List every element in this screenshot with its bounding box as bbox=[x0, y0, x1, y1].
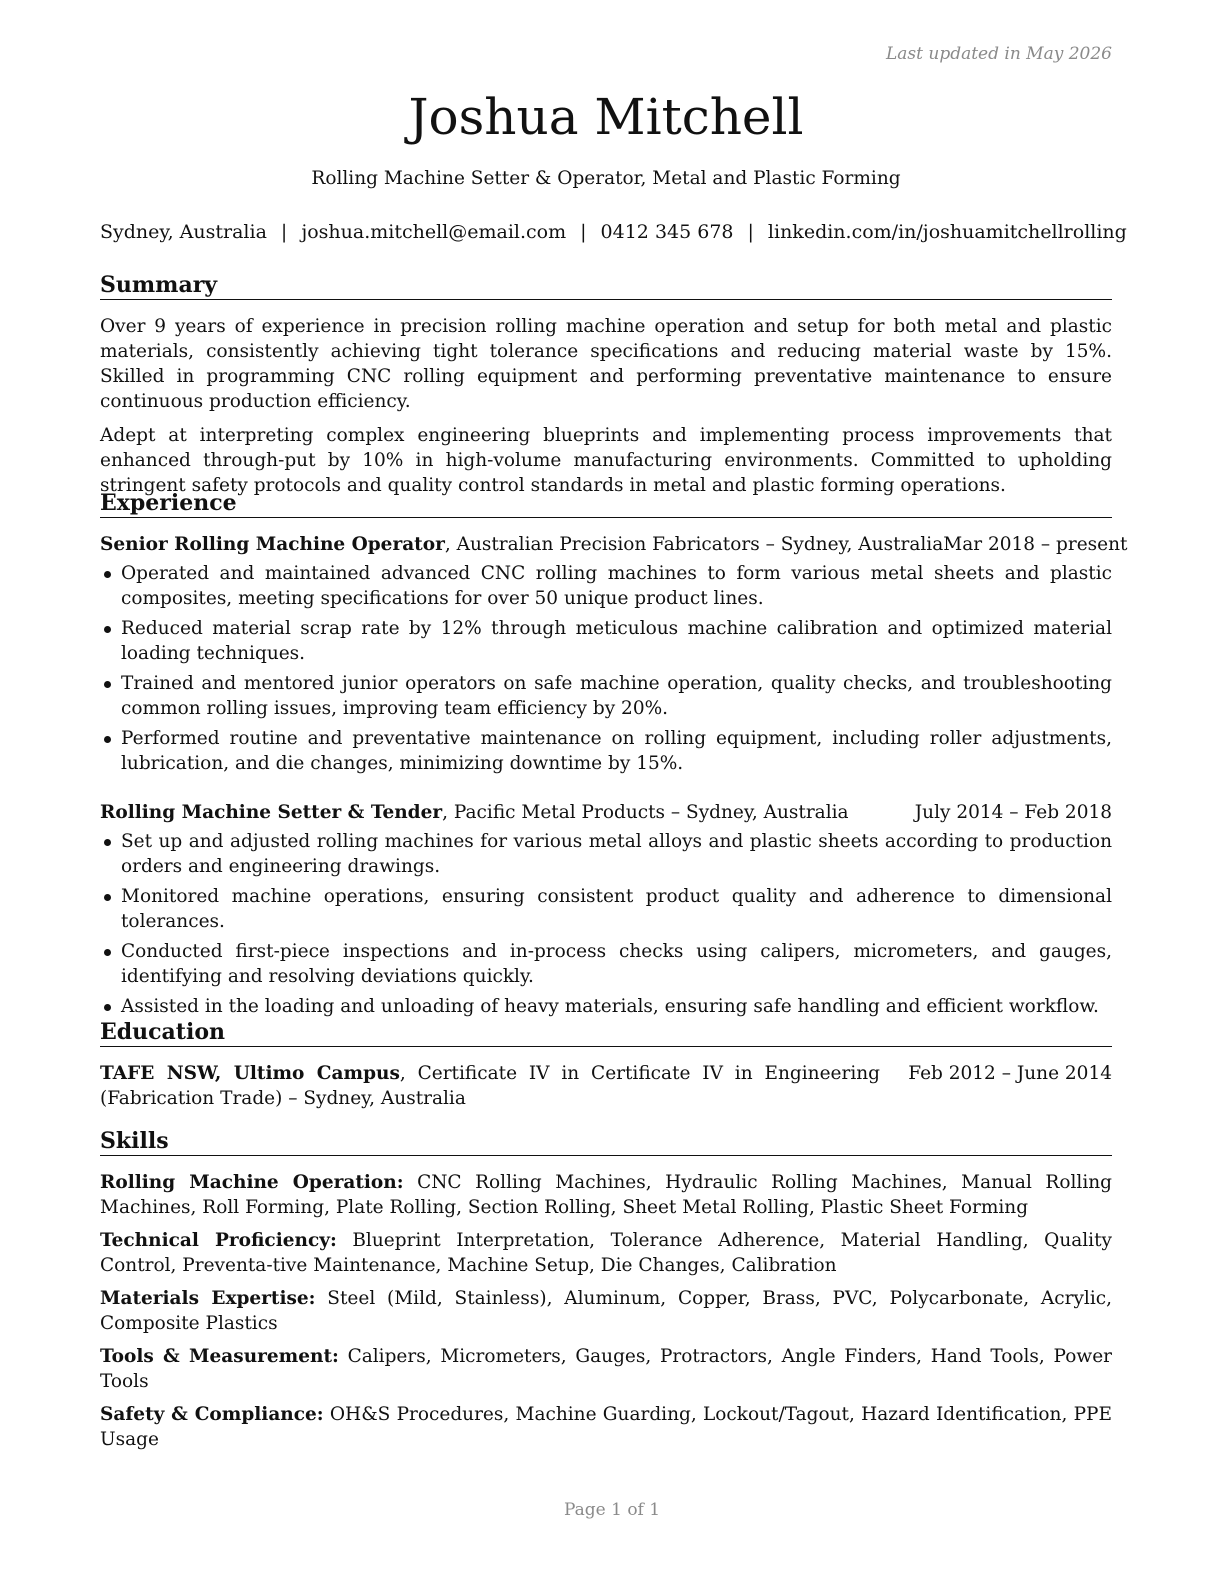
job-header bbox=[100, 532, 1128, 557]
bullet-item: Operated and maintained advanced CNC rolling machines to form various metal sheets and plastic composites, meeting specifications for over 50 unique product lines. bbox=[100, 561, 1112, 611]
job-role: Senior Rolling Machine Operator bbox=[100, 534, 445, 555]
skill-label: Materials Expertise: bbox=[100, 1288, 316, 1309]
education-entry bbox=[100, 1061, 1112, 1111]
skill-label: Safety & Compliance: bbox=[100, 1404, 324, 1425]
summary-paragraph: Over 9 years of experience in precision rolling machine operation and setup for both metal and plastic materials, consistently achieving tight tolerance specifications and reducing material waste by 15%. Skilled in programming CNC rolling equipment and performing preventative maintenance to ensure continuous production efficiency. bbox=[100, 316, 1112, 412]
skill-row bbox=[100, 1286, 1112, 1336]
bullet-item: Set up and adjusted rolling machines for various metal alloys and plastic sheets according to production orders and engineering drawings. bbox=[100, 829, 1112, 879]
contact-separator: | bbox=[580, 221, 587, 243]
contact-location: Sydney, Australia bbox=[100, 221, 267, 243]
candidate-title: Rolling Machine Setter & Operator, Metal and Plastic Forming bbox=[311, 168, 901, 189]
summary-paragraph: Adept at interpreting complex engineering blueprints and implementing process improvements that enhanced through-put by 10% in high-volume manufacturing environments. Committed to upholding stringent safety protocols and quality control standards in metal and plastic forming operations. bbox=[100, 425, 1112, 496]
bullet-item: Performed routine and preventative maintenance on rolling equipment, including roller adjustments, lubrication, and die changes, minimizing downtime by 15%. bbox=[100, 726, 1112, 776]
education-school: TAFE NSW, Ultimo Campus bbox=[100, 1063, 400, 1084]
skill-row bbox=[100, 1228, 1112, 1278]
job-dates: Mar 2018 – present bbox=[943, 534, 1128, 555]
skill-row bbox=[100, 1402, 1112, 1452]
contact-separator: | bbox=[280, 221, 288, 243]
bullet-item: Reduced material scrap rate by 12% through meticulous machine calibration and optimized material loading techniques. bbox=[100, 616, 1112, 666]
job-bullets bbox=[100, 829, 1112, 1019]
experience-heading: Experience bbox=[100, 489, 1112, 518]
last-updated-note: Last updated in May 2026 bbox=[885, 44, 1112, 64]
bullet-item: Trained and mentored junior operators on safe machine operation, quality checks, and troubleshooting common rolling issues, improving team efficiency by 20%. bbox=[100, 671, 1112, 721]
bullet-item: Assisted in the loading and unloading of heavy materials, ensuring safe handling and efficient workflow. bbox=[100, 994, 1112, 1019]
job-entry bbox=[100, 532, 1128, 781]
job-title-line bbox=[100, 800, 849, 825]
summary-section bbox=[100, 314, 1112, 507]
job-bullets bbox=[100, 561, 1112, 776]
education-dates: Feb 2012 – June 2014 bbox=[908, 1063, 1112, 1084]
skill-row bbox=[100, 1170, 1112, 1220]
skill-label: Technical Proficiency: bbox=[100, 1230, 337, 1251]
bullet-item: Conducted first-piece inspections and in-process checks using calipers, micrometers, and gauges, identifying and resolving deviations quickly. bbox=[100, 939, 1112, 989]
education-line bbox=[100, 1061, 1112, 1111]
contact-email[interactable]: joshua.mitchell@email.com bbox=[301, 221, 567, 243]
skill-text: Steel (Mild, Stainless), Aluminum, Copper, Brass, PVC, Polycarbonate, Acrylic, Composite Plastics bbox=[100, 1288, 1112, 1334]
education-text bbox=[100, 1061, 880, 1111]
bullet-item: Monitored machine operations, ensuring consistent product quality and adherence to dimensional tolerances. bbox=[100, 884, 1112, 934]
education-detail: , Certificate IV in Certificate IV in Engineering (Fabrication Trade) – Sydney, Australia bbox=[100, 1063, 880, 1109]
job-role: Rolling Machine Setter & Tender bbox=[100, 802, 443, 823]
job-title-line bbox=[100, 532, 943, 557]
candidate-name: Joshua Mitchell bbox=[408, 88, 804, 146]
job-company: , Pacific Metal Products – Sydney, Australia bbox=[442, 802, 849, 823]
skills-section bbox=[100, 1170, 1112, 1460]
skill-text: CNC Rolling Machines, Hydraulic Rolling Machines, Manual Rolling Machines, Roll Forming, Plate Rolling, Section Rolling, Sheet Metal Rolling, Plastic Sheet Forming bbox=[100, 1172, 1112, 1218]
job-company: , Australian Precision Fabricators – Sydney, Australia bbox=[444, 534, 944, 555]
education-heading: Education bbox=[100, 1018, 1112, 1047]
skill-label: Rolling Machine Operation: bbox=[100, 1172, 404, 1193]
job-header bbox=[100, 800, 1112, 825]
skill-text: Calipers, Micrometers, Gauges, Protractors, Angle Finders, Hand Tools, Power Tools bbox=[100, 1346, 1112, 1392]
contact-line bbox=[100, 219, 1127, 245]
skills-heading: Skills bbox=[100, 1127, 1112, 1156]
contact-linkedin[interactable]: linkedin.com/in/joshuamitchellrolling bbox=[767, 221, 1127, 243]
skill-label: Tools & Measurement: bbox=[100, 1346, 339, 1367]
summary-heading: Summary bbox=[100, 271, 1112, 300]
contact-phone: 0412 345 678 bbox=[600, 221, 734, 243]
skill-text: OH&S Procedures, Machine Guarding, Lockout/Tagout, Hazard Identification, PPE Usage bbox=[100, 1404, 1113, 1450]
page-number: Page 1 of 1 bbox=[563, 1500, 661, 1520]
skill-text: Blueprint Interpretation, Tolerance Adherence, Material Handling, Quality Control, Preventa-tive Maintenance, Machine Setup, Die Changes, Calibration bbox=[100, 1230, 1112, 1276]
job-entry bbox=[100, 800, 1112, 1024]
job-dates: July 2014 – Feb 2018 bbox=[914, 802, 1112, 823]
contact-separator: | bbox=[747, 221, 754, 243]
skill-row bbox=[100, 1344, 1112, 1394]
